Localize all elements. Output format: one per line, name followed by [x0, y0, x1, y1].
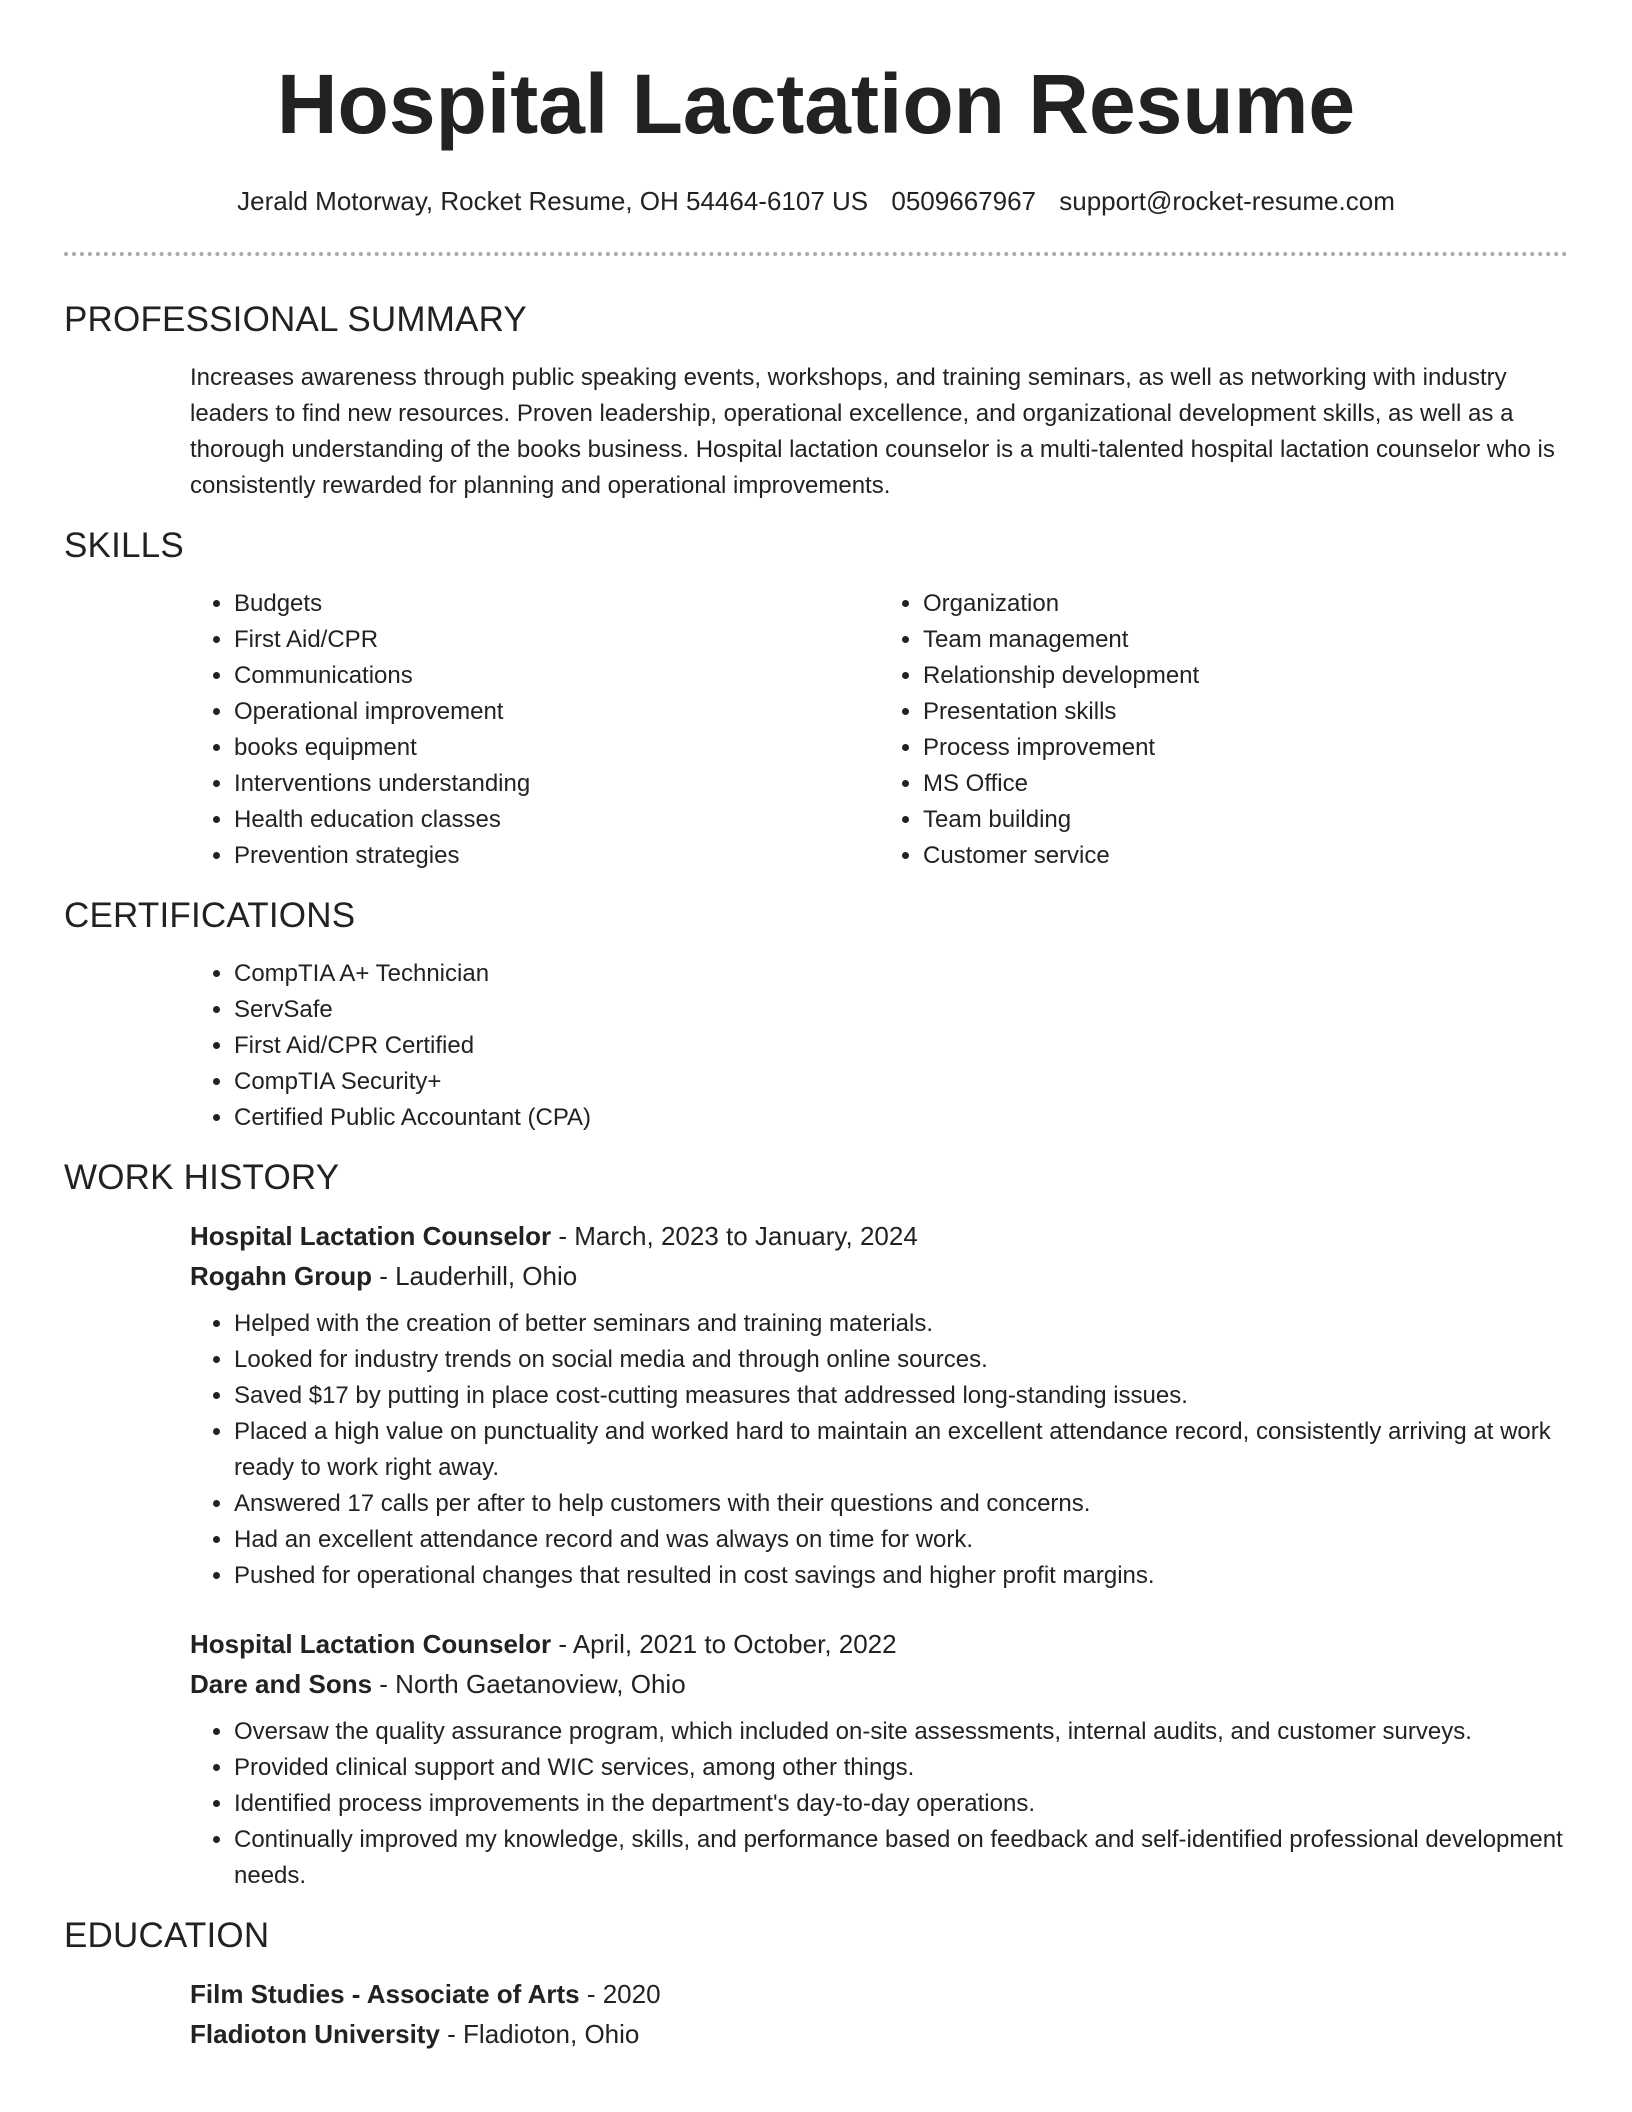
- skill-item: • First Aid/CPR: [234, 622, 879, 658]
- school-line: [190, 2014, 1568, 2054]
- certification-item: • CompTIA A+ Technician: [234, 956, 1568, 992]
- company-location: - Lauderhill, Ohio: [379, 1261, 578, 1291]
- job-bullet: • Identified process improvements in the department's day-to-day operations.: [234, 1786, 1568, 1822]
- skills-list: [190, 586, 1568, 874]
- skills-column-right: [879, 586, 1568, 874]
- company-name: Dare and Sons: [190, 1669, 373, 1699]
- education-entry: [190, 1974, 1568, 2054]
- contact-phone: 0509667967: [891, 186, 1036, 216]
- job-bullets: [190, 1306, 1568, 1594]
- company-line: [190, 1256, 1568, 1296]
- job-bullet: • Helped with the creation of better seminars and training materials.: [234, 1306, 1568, 1342]
- job-bullet: • Oversaw the quality assurance program, which included on-site assessments, internal audits, and customer surveys.: [234, 1714, 1568, 1750]
- skills-column-left: [190, 586, 879, 874]
- section-title-work-history: WORK HISTORY: [64, 1158, 340, 1197]
- skill-item: • Team building: [923, 802, 1568, 838]
- skill-item: • Process improvement: [923, 730, 1568, 766]
- job-bullet: • Provided clinical support and WIC services, among other things.: [234, 1750, 1568, 1786]
- contact-email: support@rocket-resume.com: [1059, 186, 1395, 216]
- job-bullets: [190, 1714, 1568, 1894]
- company-line: [190, 1664, 1568, 1704]
- header-divider: [64, 252, 1568, 256]
- skill-item: • Organization: [923, 586, 1568, 622]
- certifications-list: [190, 956, 1568, 1136]
- certification-item: • CompTIA Security+: [234, 1064, 1568, 1100]
- job-dates: - March, 2023 to January, 2024: [558, 1221, 918, 1251]
- section-title-skills: SKILLS: [64, 526, 184, 565]
- skill-item: • Customer service: [923, 838, 1568, 874]
- job-title-line: [190, 1216, 1568, 1256]
- graduation-year: - 2020: [586, 1979, 661, 2009]
- section-title-summary: PROFESSIONAL SUMMARY: [64, 300, 527, 339]
- skill-item: • Prevention strategies: [234, 838, 879, 874]
- section-title-education: EDUCATION: [64, 1916, 270, 1955]
- school-name: Fladioton University: [190, 2019, 440, 2049]
- company-name: Rogahn Group: [190, 1261, 372, 1291]
- job-bullet: • Had an excellent attendance record and was always on time for work.: [234, 1522, 1568, 1558]
- job-title: Hospital Lactation Counselor: [190, 1221, 552, 1251]
- skill-item: • Budgets: [234, 586, 879, 622]
- section-title-certifications: CERTIFICATIONS: [64, 896, 356, 935]
- job-entry: [190, 1216, 1568, 1594]
- job-bullet: • Looked for industry trends on social media and through online sources.: [234, 1342, 1568, 1378]
- certification-item: • ServSafe: [234, 992, 1568, 1028]
- skill-item: • Presentation skills: [923, 694, 1568, 730]
- contact-address: Jerald Motorway, Rocket Resume, OH 54464-6107 US: [237, 186, 869, 216]
- job-bullet: • Saved $17 by putting in place cost-cutting measures that addressed long-standing issues.: [234, 1378, 1568, 1414]
- company-location: - North Gaetanoview, Ohio: [379, 1669, 686, 1699]
- skill-item: • MS Office: [923, 766, 1568, 802]
- skill-item: • Team management: [923, 622, 1568, 658]
- job-bullet: • Pushed for operational changes that resulted in cost savings and higher profit margins.: [234, 1558, 1568, 1594]
- skill-item: • Health education classes: [234, 802, 879, 838]
- contact-line: [64, 184, 1568, 218]
- job-dates: - April, 2021 to October, 2022: [558, 1629, 897, 1659]
- skill-item: • books equipment: [234, 730, 879, 766]
- job-title-line: [190, 1624, 1568, 1664]
- job-bullet: • Answered 17 calls per after to help customers with their questions and concerns.: [234, 1486, 1568, 1522]
- certification-item: • First Aid/CPR Certified: [234, 1028, 1568, 1064]
- job-title: Hospital Lactation Counselor: [190, 1629, 552, 1659]
- skill-item: • Relationship development: [923, 658, 1568, 694]
- resume-title: Hospital Lactation Resume: [276, 57, 1356, 151]
- school-location: - Fladioton, Ohio: [447, 2019, 640, 2049]
- job-bullet: • Continually improved my knowledge, skills, and performance based on feedback and self-identified professional development needs.: [234, 1822, 1568, 1894]
- certification-item: • Certified Public Accountant (CPA): [234, 1100, 1568, 1136]
- skill-item: • Interventions understanding: [234, 766, 879, 802]
- job-entry: [190, 1624, 1568, 1894]
- skill-item: • Communications: [234, 658, 879, 694]
- degree-line: [190, 1974, 1568, 2014]
- degree: Film Studies - Associate of Arts: [190, 1979, 580, 2009]
- skill-item: • Operational improvement: [234, 694, 879, 730]
- summary-text: Increases awareness through public speaking events, workshops, and training seminars, as well as networking with industry leaders to find new resources. Proven leadership, operational excellence, and organizational development skills, as well as a thorough understanding of the books business. Hospital lactation counselor is a multi-talented hospital lactation counselor who is consistently rewarded for planning and operational improvements.: [190, 364, 1555, 499]
- job-bullet: • Placed a high value on punctuality and worked hard to maintain an excellent attendance record, consistently arriving at work ready to work right away.: [234, 1414, 1568, 1486]
